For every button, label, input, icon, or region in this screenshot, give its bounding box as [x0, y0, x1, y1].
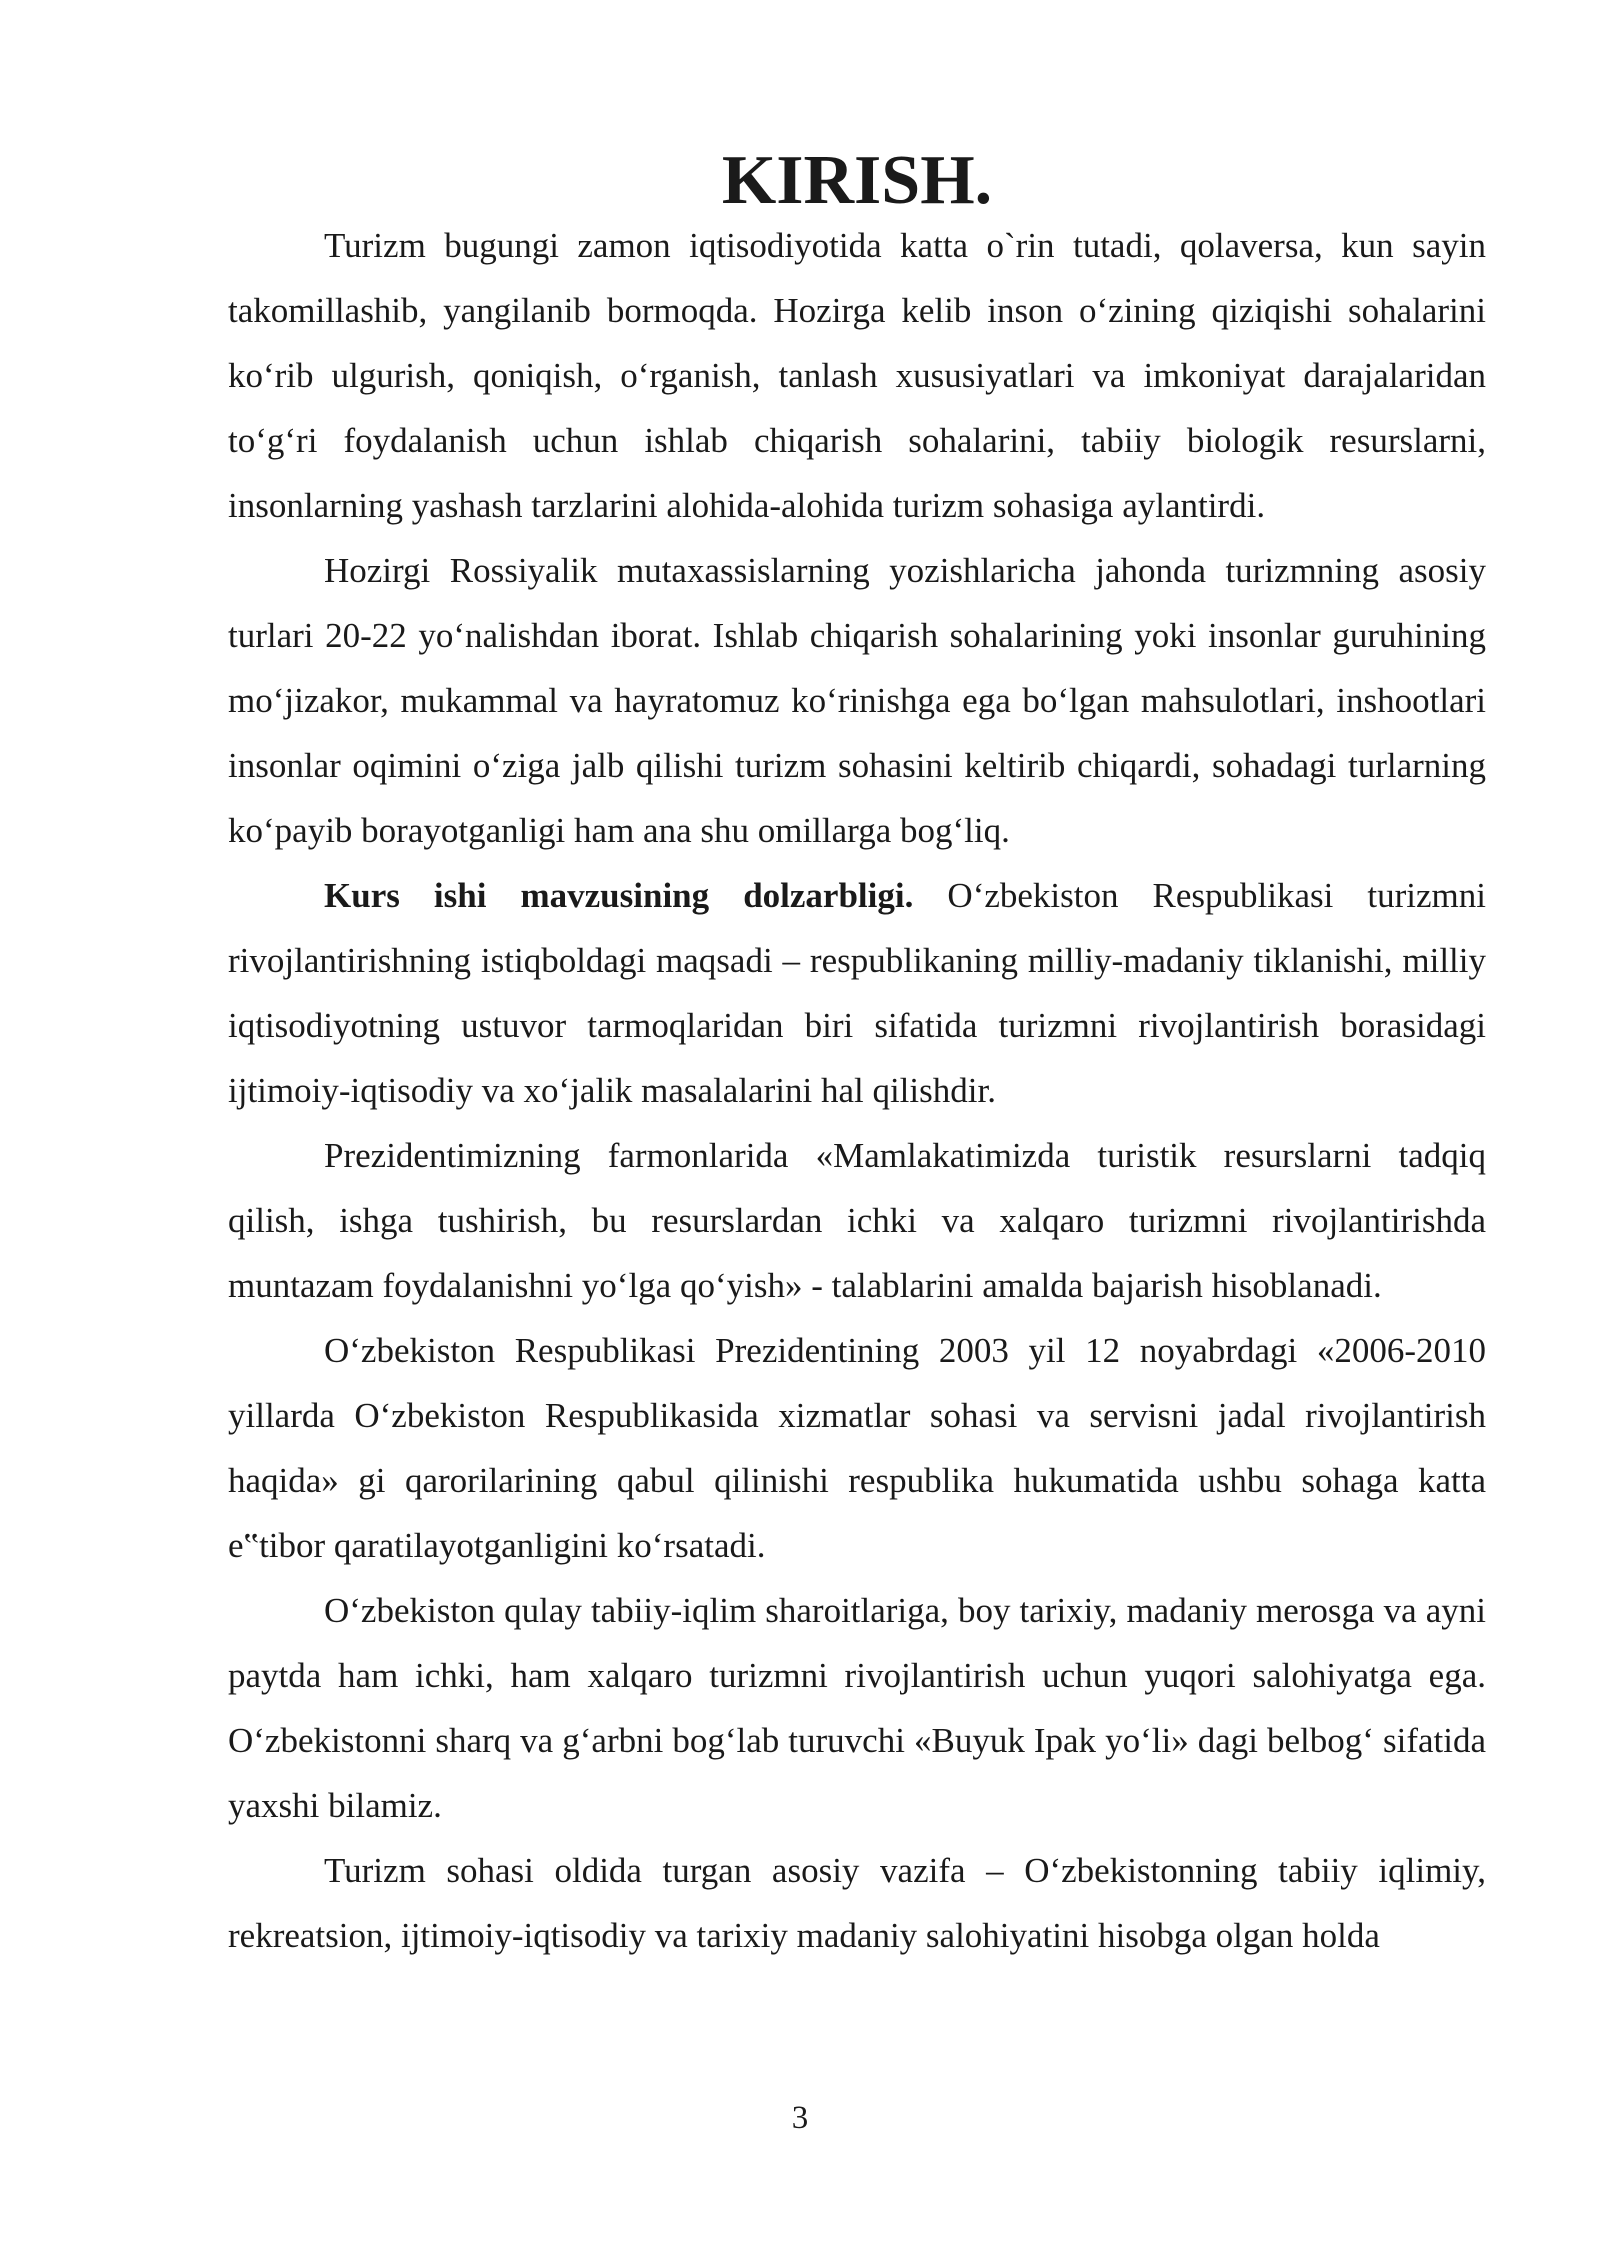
paragraph-3: [228, 863, 1486, 1123]
paragraph-text: O‘zbekiston Respublikasi turizmni rivojlantirishning istiqboldagi maqsadi – respublikaning milliy-madaniy tiklanishi, milliy iqtisodiyotning ustuvor tarmoqlaridan biri sifatida turizmni rivojlantirish borasidagi ijtimoiy-iqtisodiy va xo‘jalik masalalarini hal qilishdir.: [228, 876, 1487, 1110]
paragraph-7: [228, 1838, 1486, 1968]
paragraph-2: [228, 538, 1486, 863]
paragraph-text: Prezidentimizning farmonlarida «Mamlakatimizda turistik resurslarni tadqiq qilish, ishga tushirish, bu resurslardan ichki va xalqaro turizmni rivojlantirishda muntazam foydalanishni yo‘lga qo‘yish» - talablarini amalda bajarish hisoblanadi.: [228, 1136, 1486, 1305]
paragraph-5: [228, 1318, 1486, 1578]
page-number: 3: [791, 2100, 809, 2136]
paragraph-text: Turizm sohasi oldida turgan asosiy vazifa – O‘zbekistonning tabiiy iqlimiy, rekreatsion, ijtimoiy-iqtisodiy va tarixiy madaniy salohiyatini hisobga olgan holda: [228, 1851, 1486, 1955]
paragraph-text: O‘zbekiston qulay tabiiy-iqlim sharoitlariga, boy tarixiy, madaniy merosga va ayni paytda ham ichki, ham xalqaro turizmni rivojlantirish uchun yuqori salohiyatga ega. O‘zbekistonni sharq va g‘arbni bog‘lab turuvchi «Buyuk Ipak yo‘li» dagi belbog‘ sifatida yaxshi bilamiz.: [228, 1591, 1486, 1825]
paragraph-text: Turizm bugungi zamon iqtisodiyotida katta o`rin tutadi, qolaversa, kun sayin takomillashib, yangilanib bormoqda. Hozirga kelib inson o‘zining qiziqishi sohalarini ko‘rib ulgurish, qoniqish, o‘rganish, tanlash xususiyatlari va imkoniyat darajalaridan to‘g‘ri foydalanish uchun ishlab chiqarish sohalarini, tabiiy biologik resurslarni, insonlarning yashash tarzlarini alohida-alohida turizm sohasiga aylantirdi.: [228, 226, 1486, 525]
page-title: KIRISH.: [721, 142, 993, 219]
paragraph-1: [228, 213, 1486, 538]
page-body: [228, 142, 1487, 1968]
paragraph-lead-heading: Kurs ishi mavzusining dolzarbligi.: [324, 876, 914, 915]
paragraph-6: [228, 1578, 1486, 1838]
paragraph-text: Hozirgi Rossiyalik mutaxassislarning yozishlaricha jahonda turizmning asosiy turlari 20-22 yo‘nalishdan iborat. Ishlab chiqarish sohalarining yoki insonlar guruhining mo‘jizakor, mukammal va hayratomuz ko‘rinishga ega bo‘lgan mahsulotlari, inshootlari insonlar oqimini o‘ziga jalb qilishi turizm sohasini keltirib chiqardi, sohadagi turlarning ko‘payib borayotganligi ham ana shu omillarga bog‘liq.: [228, 551, 1486, 850]
paragraph-text: O‘zbekiston Respublikasi Prezidentining 2003 yil 12 noyabrdagi «2006-2010 yillarda O‘zbekiston Respublikasida xizmatlar sohasi va servisni jadal rivojlantirish haqida» gi qarorilarining qabul qilinishi respublika hukumatida ushbu sohaga katta e‟tibor qaratilayotganligini ko‘rsatadi.: [228, 1331, 1486, 1565]
paragraph-4: [228, 1123, 1486, 1318]
